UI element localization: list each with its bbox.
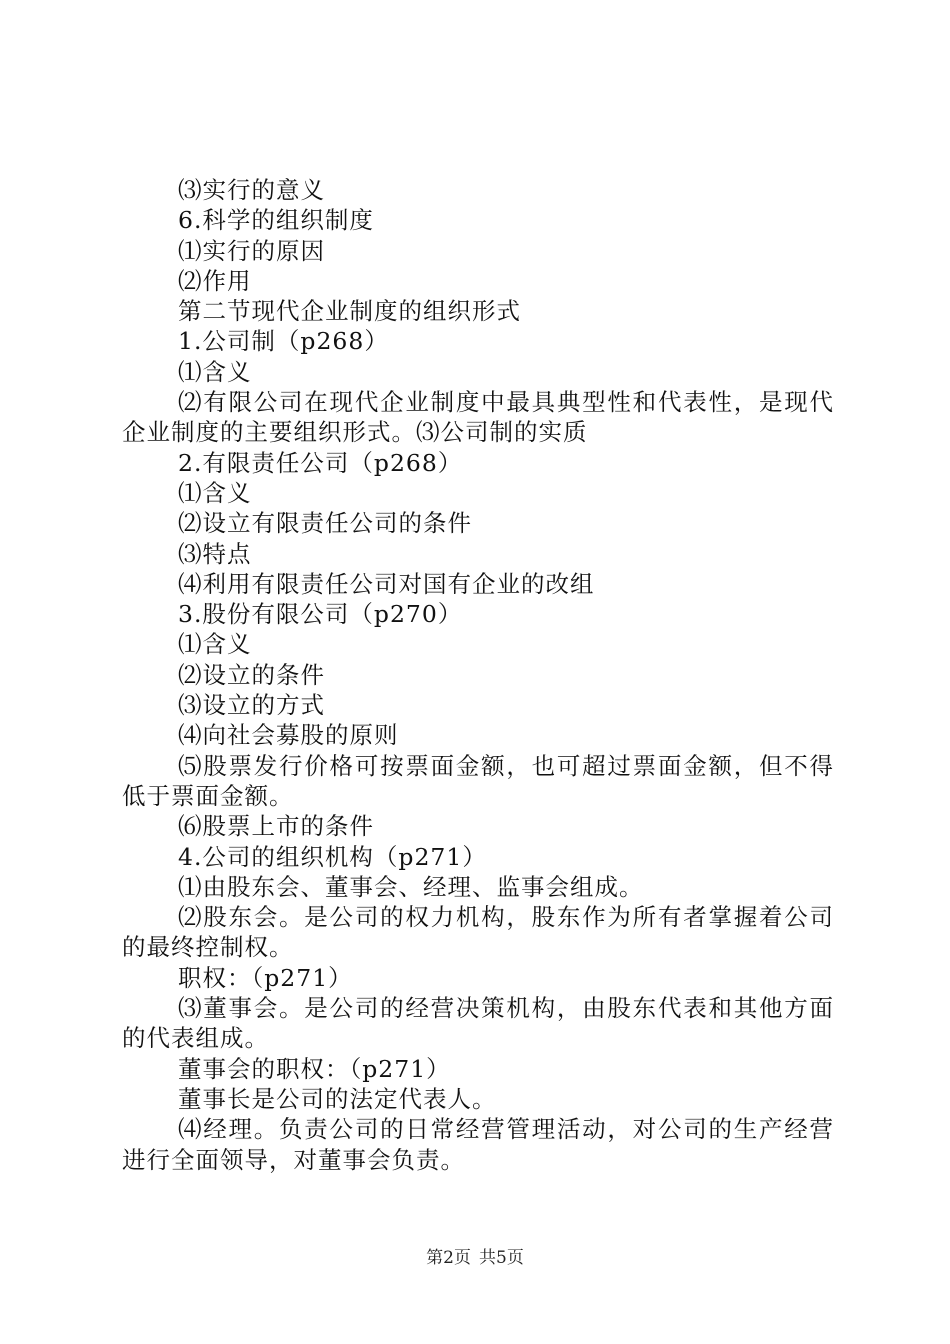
document-paragraph: 4.公司的组织机构（p271）: [178, 842, 487, 871]
document-paragraph: ⑵股东会。是公司的权力机构，股东作为所有者掌握着公司的最终控制权。: [122, 903, 834, 962]
document-paragraph: ⑶设立的方式: [178, 691, 325, 720]
page-total: 共5页: [479, 1248, 524, 1268]
document-paragraph: ⑹股票上市的条件: [178, 812, 374, 841]
document-paragraph: ⑶董事会。是公司的经营决策机构，由股东代表和其他方面的代表组成。: [122, 994, 834, 1053]
document-paragraph: ⑸股票发行价格可按票面金额，也可超过票面金额，但不得低于票面金额。: [122, 751, 834, 810]
document-paragraph: 董事长是公司的法定代表人。: [178, 1084, 497, 1113]
page-number: 第2页: [426, 1248, 471, 1268]
document-paragraph: ⑷利用有限责任公司对国有企业的改组: [178, 569, 595, 598]
page-footer: [0, 1243, 950, 1268]
document-paragraph: ⑴含义: [178, 630, 252, 659]
document-paragraph: ⑴含义: [178, 478, 252, 507]
document-paragraph: ⑴实行的原因: [178, 236, 325, 265]
document-paragraph: 职权：（p271）: [178, 963, 353, 992]
document-paragraph: ⑷向社会募股的原则: [178, 721, 399, 750]
document-paragraph: 1.公司制（p268）: [178, 327, 389, 356]
document-paragraph: 董事会的职权：（p271）: [178, 1054, 451, 1083]
document-paragraph: 第二节现代企业制度的组织形式: [178, 297, 521, 326]
document-paragraph: ⑴由股东会、董事会、经理、监事会组成。: [178, 872, 644, 901]
document-paragraph: 2.有限责任公司（p268）: [178, 448, 463, 477]
document-paragraph: ⑷经理。负责公司的日常经营管理活动，对公司的生产经营进行全面领导，对董事会负责。: [122, 1115, 834, 1174]
document-paragraph: ⑵作用: [178, 266, 252, 295]
document-paragraph: 6.科学的组织制度: [178, 206, 374, 235]
document-paragraph: ⑵设立的条件: [178, 660, 325, 689]
document-paragraph: ⑵设立有限责任公司的条件: [178, 509, 472, 538]
document-paragraph: ⑵有限公司在现代企业制度中最具典型性和代表性，是现代企业制度的主要组织形式。⑶公司制的实质: [122, 388, 834, 447]
document-paragraph: ⑶实行的意义: [178, 176, 325, 204]
document-paragraph: ⑶特点: [178, 539, 252, 568]
document-paragraph: ⑴含义: [178, 357, 252, 386]
document-paragraph: 3.股份有限公司（p270）: [178, 600, 463, 629]
document-body: [122, 175, 834, 1175]
